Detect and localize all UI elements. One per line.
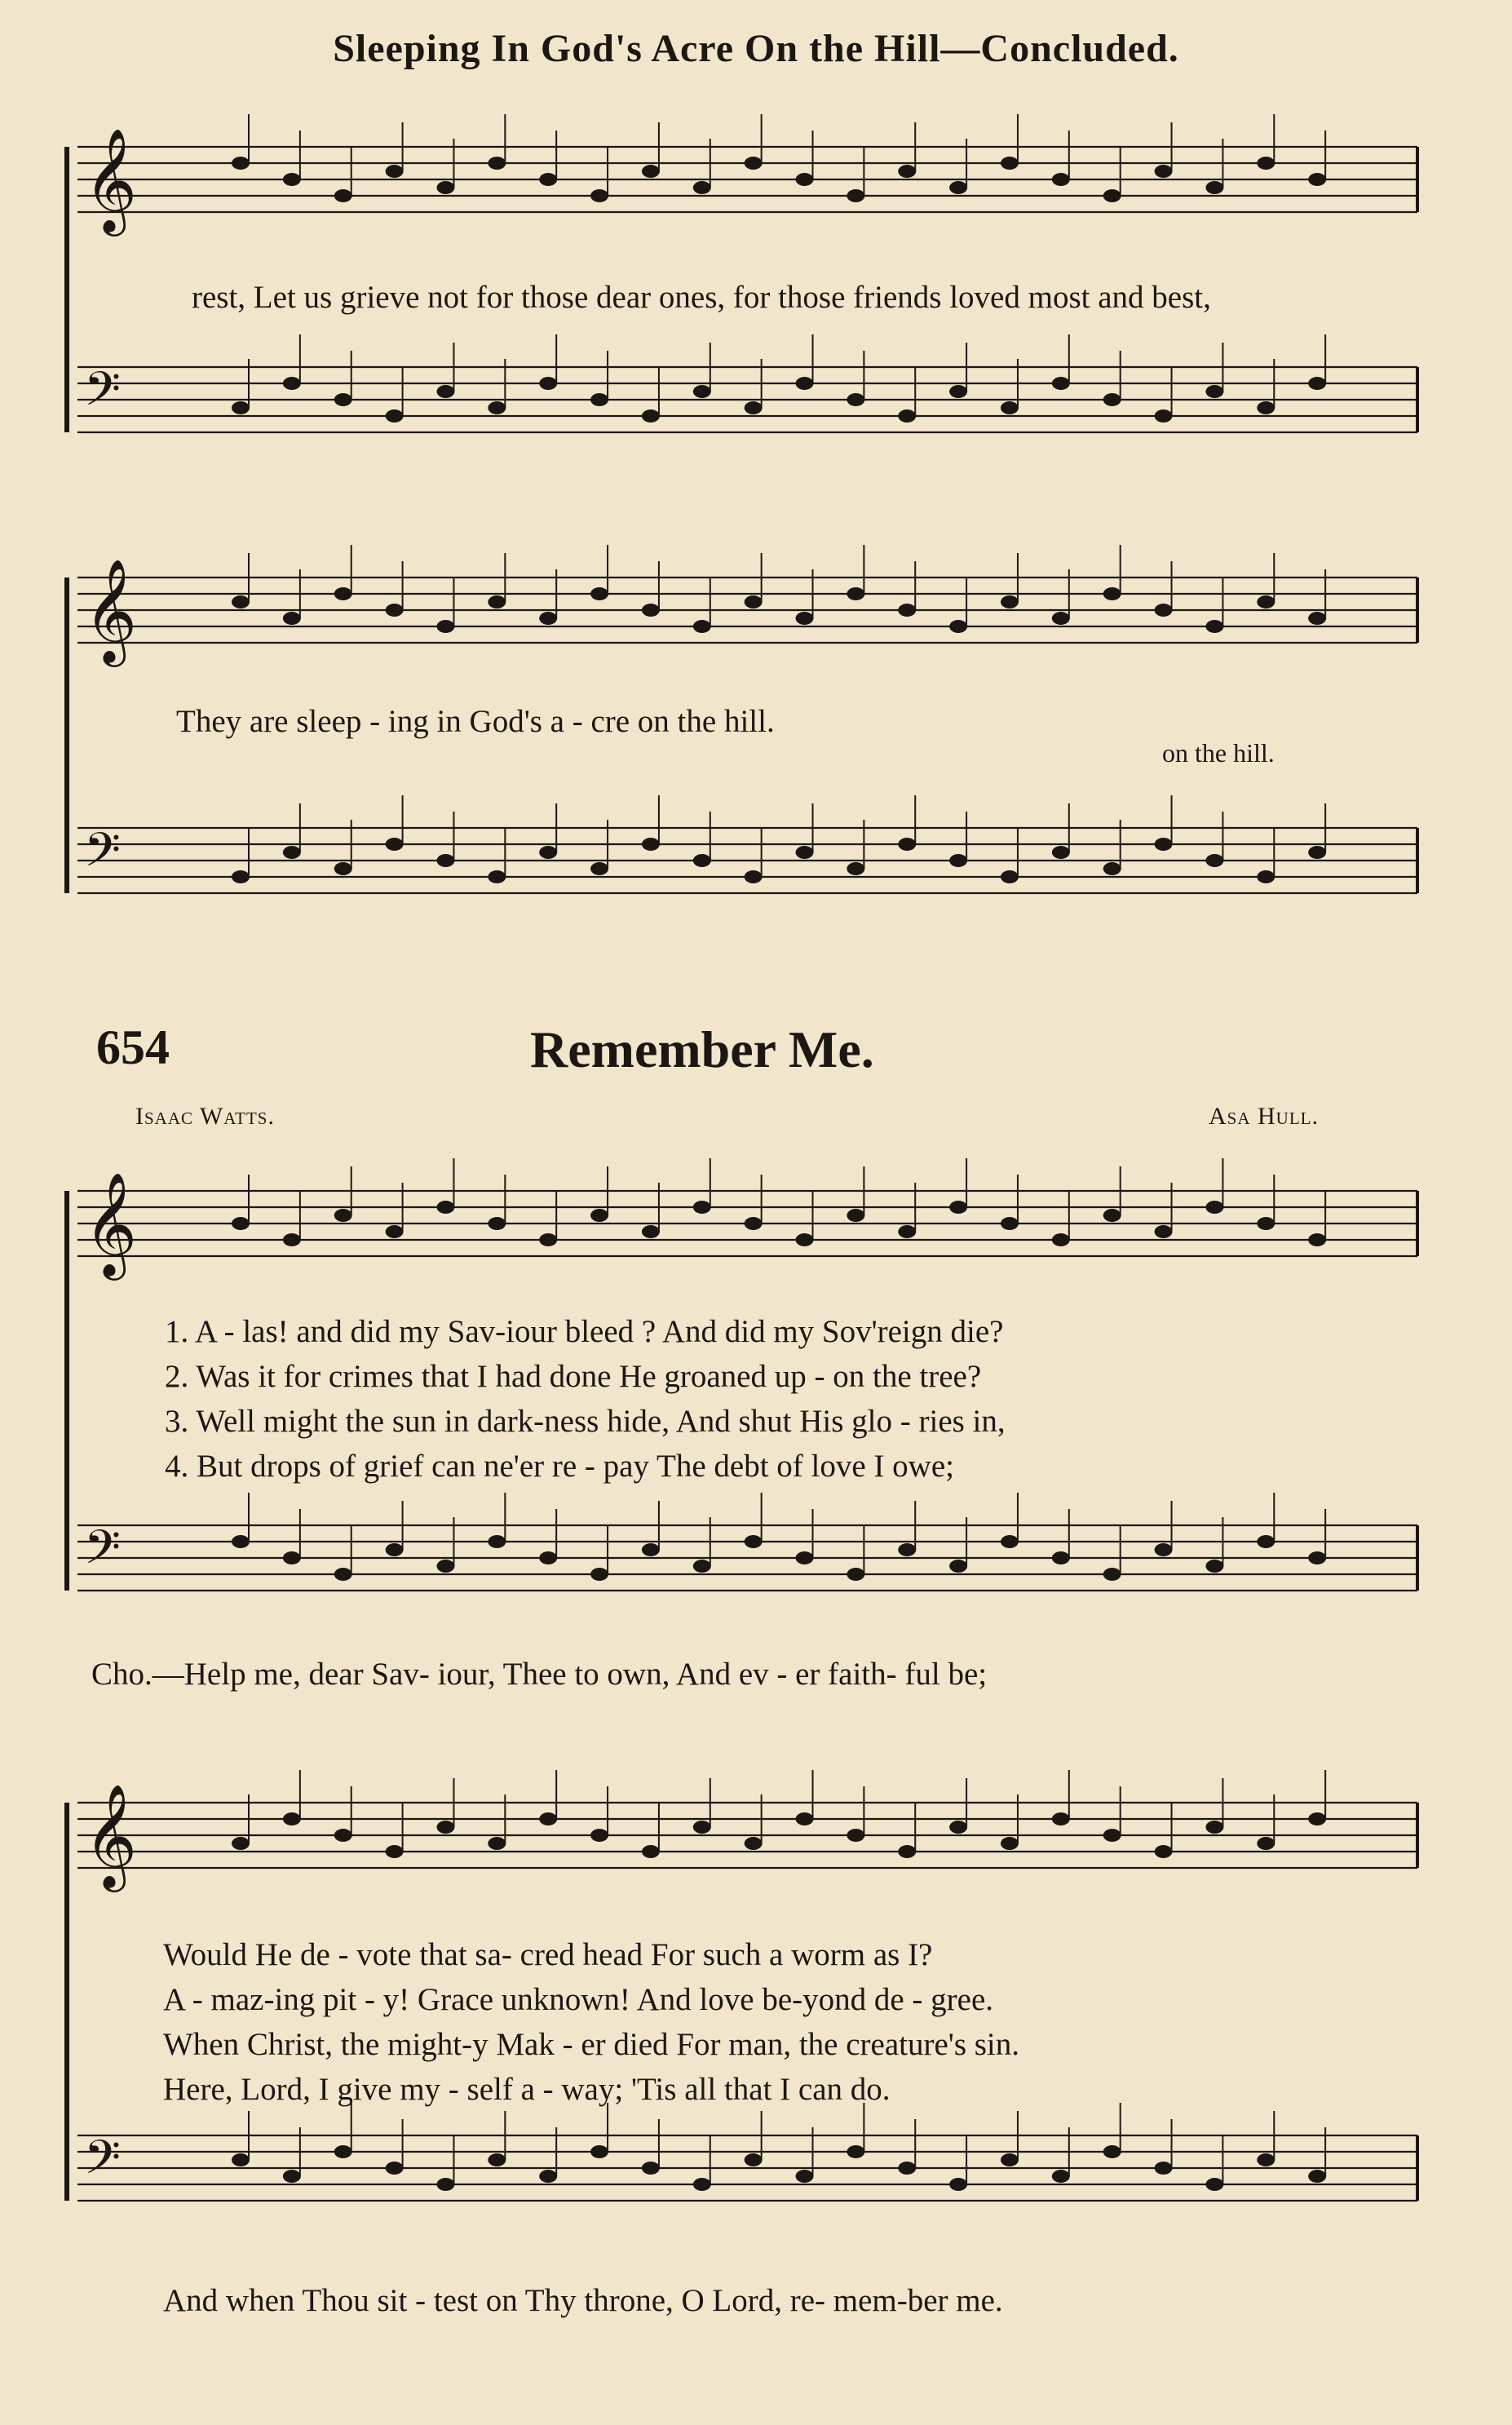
hymn-number: 654 <box>96 1020 170 1074</box>
chorus-line: Cho.—Help me, dear Sav- iour, Thee to own, And ev - er faith- ful be; <box>91 1657 988 1692</box>
lyric-line: rest, Let us grieve not for those dear ones, for those friends loved most and best, <box>192 280 1211 315</box>
svg-text:𝄞: 𝄞 <box>84 1171 138 1276</box>
lyric-line: They are sleep - ing in God's a - cre on the hill. <box>176 704 775 739</box>
stanza-line: Here, Lord, I give my - self a - way; 'Tis all that I can do. <box>163 2072 891 2107</box>
stanza-line: 2. Was it for crimes that I had done He groaned up - on the tree? <box>165 1359 982 1394</box>
svg-text:𝄢: 𝄢 <box>84 822 122 889</box>
svg-text:𝄞: 𝄞 <box>84 558 138 662</box>
stanza-line: When Christ, the might-y Mak - er died For man, the creature's sin. <box>163 2027 1020 2062</box>
stanza-line: 4. But drops of grief can ne'er re - pay The debt of love I owe; <box>165 1449 954 1484</box>
composer-credit: Asa Hull. <box>1209 1103 1319 1130</box>
svg-text:𝄢: 𝄢 <box>84 361 122 428</box>
stanza-line: A - maz-ing pit - y! Grace unknown! And love be-yond de - gree. <box>163 1982 994 2017</box>
stanza-line: 3. Well might the sun in dark-ness hide, And shut His glo - ries in, <box>165 1404 1006 1439</box>
svg-text:𝄞: 𝄞 <box>84 1783 138 1887</box>
lyricist-credit: Isaac Watts. <box>135 1103 275 1130</box>
echo-lyric: on the hill. <box>1162 738 1275 768</box>
page-heading: Sleeping In God's Acre On the Hill—Concluded. <box>333 27 1179 70</box>
stanza-line: Would He de - vote that sa- cred head For such a worm as I? <box>163 1937 933 1972</box>
svg-text:𝄢: 𝄢 <box>84 1520 122 1586</box>
chorus-line: And when Thou sit - test on Thy throne, O Lord, re- mem-ber me. <box>163 2283 1003 2318</box>
svg-text:𝄞: 𝄞 <box>84 127 138 232</box>
hymn-title: Remember Me. <box>530 1020 874 1078</box>
svg-text:𝄢: 𝄢 <box>84 2130 122 2197</box>
stanza-line: 1. A - las! and did my Sav-iour bleed ? And did my Sov'reign die? <box>165 1314 1004 1349</box>
